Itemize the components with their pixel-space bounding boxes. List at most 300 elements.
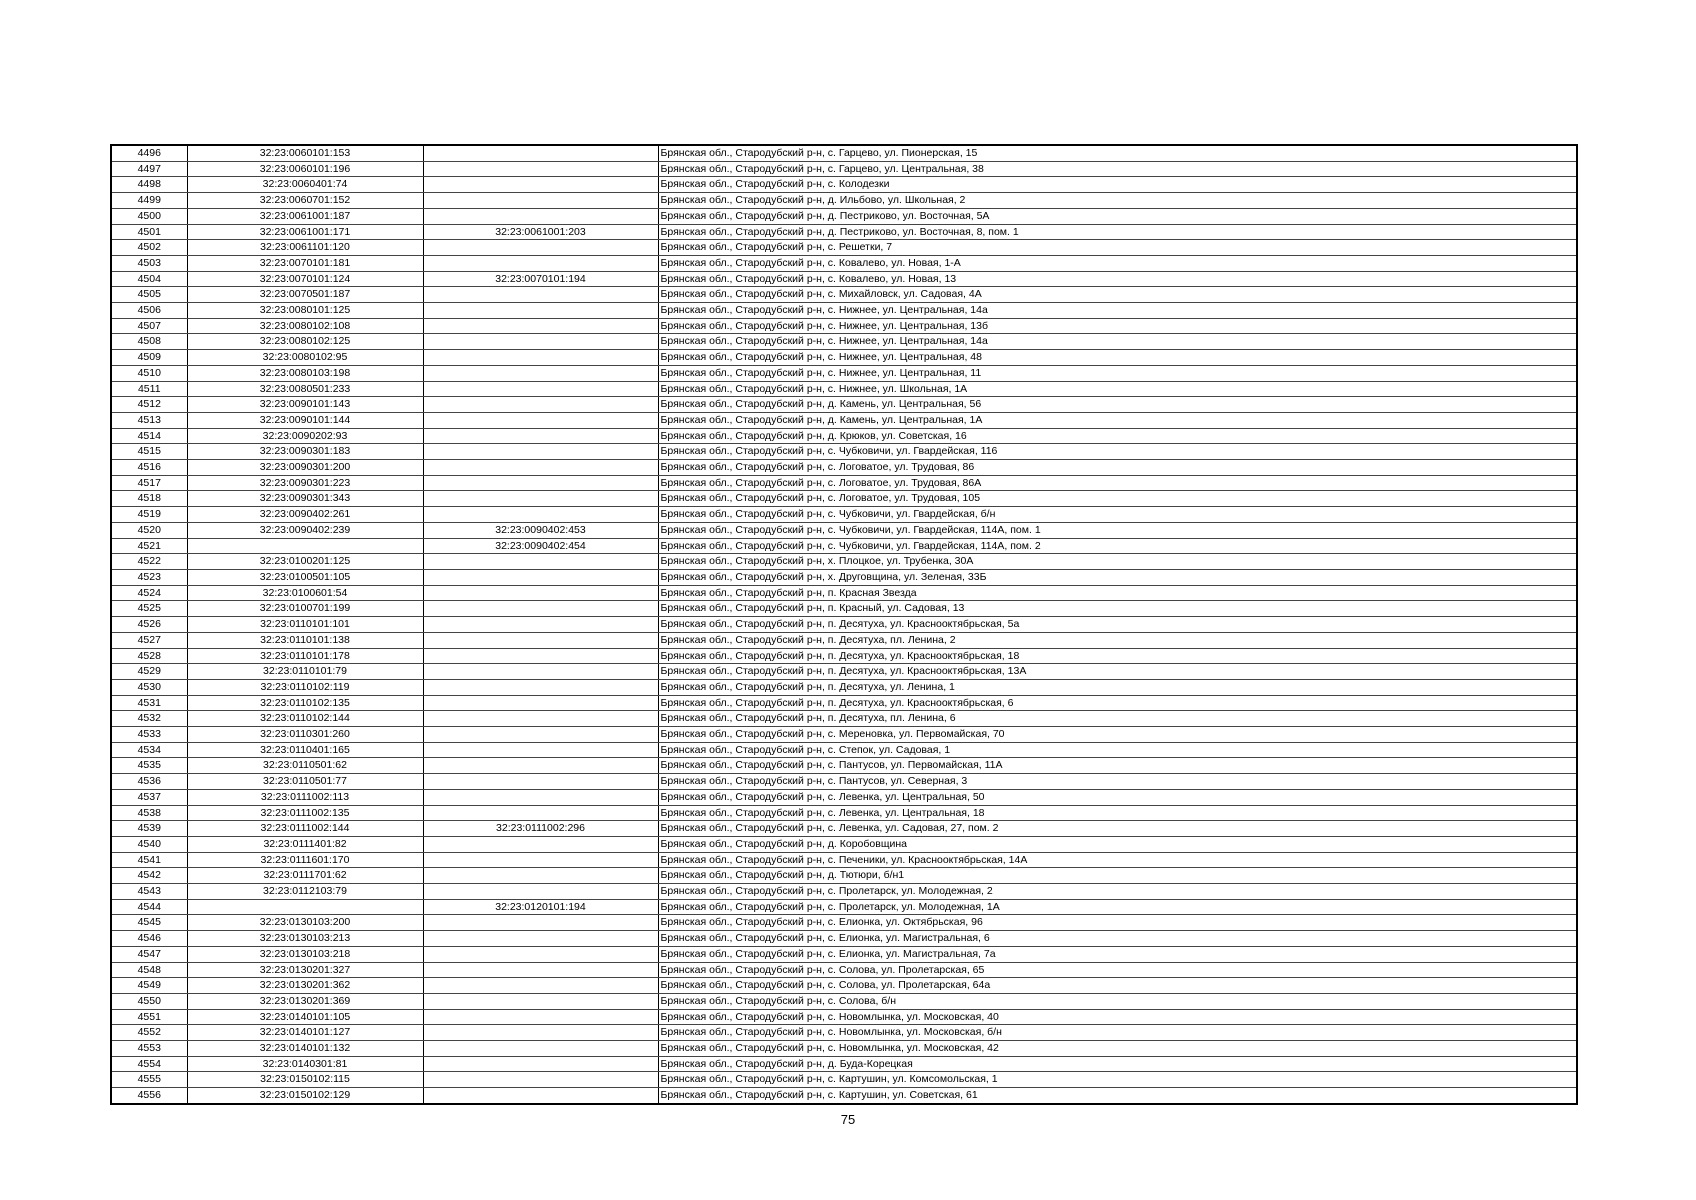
- related-cadastral-number-cell: [423, 695, 658, 711]
- related-cadastral-number-cell: [423, 365, 658, 381]
- cadastral-number-cell: 32:23:0100201:125: [187, 554, 423, 570]
- related-cadastral-number-cell: [423, 774, 658, 790]
- related-cadastral-number-cell: [423, 884, 658, 900]
- row-number-cell: 4500: [111, 208, 187, 224]
- address-cell: Брянская обл., Стародубский р-н, д. Крюков, ул. Советская, 16: [658, 428, 1577, 444]
- table-row: [111, 664, 1577, 680]
- table-row: [111, 679, 1577, 695]
- row-number-cell: 4543: [111, 884, 187, 900]
- related-cadastral-number-cell: [423, 1025, 658, 1041]
- table-body: [111, 145, 1577, 1104]
- table-row: [111, 993, 1577, 1009]
- row-number-cell: 4546: [111, 931, 187, 947]
- table-row: [111, 145, 1577, 161]
- row-number-cell: 4539: [111, 821, 187, 837]
- cadastral-number-cell: 32:23:0111002:113: [187, 789, 423, 805]
- related-cadastral-number-cell: [423, 145, 658, 161]
- table-row: [111, 868, 1577, 884]
- row-number-cell: 4535: [111, 758, 187, 774]
- related-cadastral-number-cell: 32:23:0120101:194: [423, 899, 658, 915]
- address-cell: Брянская обл., Стародубский р-н, с. Логоватое, ул. Трудовая, 86: [658, 460, 1577, 476]
- table-row: [111, 444, 1577, 460]
- row-number-cell: 4511: [111, 381, 187, 397]
- table-row: [111, 695, 1577, 711]
- related-cadastral-number-cell: [423, 507, 658, 523]
- address-cell: Брянская обл., Стародубский р-н, п. Десятуха, ул. Ленина, 1: [658, 679, 1577, 695]
- cadastral-number-cell: 32:23:0090301:200: [187, 460, 423, 476]
- table-row: [111, 428, 1577, 444]
- row-number-cell: 4527: [111, 632, 187, 648]
- row-number-cell: 4549: [111, 978, 187, 994]
- cadastral-number-cell: 32:23:0070501:187: [187, 287, 423, 303]
- cadastral-number-cell: 32:23:0061001:187: [187, 208, 423, 224]
- related-cadastral-number-cell: [423, 428, 658, 444]
- cadastral-number-cell: 32:23:0090301:343: [187, 491, 423, 507]
- address-cell: Брянская обл., Стародубский р-н, с. Колодезки: [658, 177, 1577, 193]
- table-row: [111, 491, 1577, 507]
- address-cell: Брянская обл., Стародубский р-н, с. Елионка, ул. Магистральная, 6: [658, 931, 1577, 947]
- address-cell: Брянская обл., Стародубский р-н, д. Пестриково, ул. Восточная, 5А: [658, 208, 1577, 224]
- row-number-cell: 4499: [111, 193, 187, 209]
- related-cadastral-number-cell: [423, 648, 658, 664]
- address-cell: Брянская обл., Стародубский р-н, с. Чубковичи, ул. Гвардейская, 114А, пом. 2: [658, 538, 1577, 554]
- cadastral-number-cell: 32:23:0100501:105: [187, 569, 423, 585]
- cadastral-number-cell: 32:23:0130201:362: [187, 978, 423, 994]
- address-cell: Брянская обл., Стародубский р-н, х. Плоцкое, ул. Трубенка, 30А: [658, 554, 1577, 570]
- address-cell: Брянская обл., Стародубский р-н, с. Нижнее, ул. Центральная, 14а: [658, 303, 1577, 319]
- cadastral-number-cell: 32:23:0110401:165: [187, 742, 423, 758]
- related-cadastral-number-cell: [423, 962, 658, 978]
- related-cadastral-number-cell: [423, 1041, 658, 1057]
- address-cell: Брянская обл., Стародубский р-н, с. Логоватое, ул. Трудовая, 105: [658, 491, 1577, 507]
- row-number-cell: 4515: [111, 444, 187, 460]
- cadastral-number-cell: [187, 538, 423, 554]
- cadastral-number-cell: 32:23:0100601:54: [187, 585, 423, 601]
- row-number-cell: 4530: [111, 679, 187, 695]
- related-cadastral-number-cell: [423, 177, 658, 193]
- row-number-cell: 4521: [111, 538, 187, 554]
- row-number-cell: 4523: [111, 569, 187, 585]
- cadastral-number-cell: [187, 899, 423, 915]
- table-row: [111, 805, 1577, 821]
- cadastral-number-cell: 32:23:0140101:132: [187, 1041, 423, 1057]
- table-row: [111, 915, 1577, 931]
- row-number-cell: 4506: [111, 303, 187, 319]
- table-row: [111, 177, 1577, 193]
- table-row: [111, 758, 1577, 774]
- address-cell: Брянская обл., Стародубский р-н, с. Чубковичи, ул. Гвардейская, 116: [658, 444, 1577, 460]
- related-cadastral-number-cell: [423, 1056, 658, 1072]
- table-row: [111, 1009, 1577, 1025]
- related-cadastral-number-cell: 32:23:0090402:453: [423, 522, 658, 538]
- related-cadastral-number-cell: [423, 208, 658, 224]
- table-row: [111, 884, 1577, 900]
- table-row: [111, 397, 1577, 413]
- table-row: [111, 569, 1577, 585]
- table-row: [111, 240, 1577, 256]
- row-number-cell: 4540: [111, 836, 187, 852]
- table-row: [111, 460, 1577, 476]
- address-cell: Брянская обл., Стародубский р-н, с. Михайловск, ул. Садовая, 4А: [658, 287, 1577, 303]
- table-row: [111, 899, 1577, 915]
- cadastral-number-cell: 32:23:0080102:125: [187, 334, 423, 350]
- related-cadastral-number-cell: [423, 412, 658, 428]
- row-number-cell: 4522: [111, 554, 187, 570]
- table-row: [111, 978, 1577, 994]
- related-cadastral-number-cell: [423, 836, 658, 852]
- row-number-cell: 4556: [111, 1088, 187, 1104]
- row-number-cell: 4548: [111, 962, 187, 978]
- cadastral-number-cell: 32:23:0111002:135: [187, 805, 423, 821]
- row-number-cell: 4538: [111, 805, 187, 821]
- cadastral-number-cell: 32:23:0110501:62: [187, 758, 423, 774]
- table-row: [111, 1056, 1577, 1072]
- address-cell: Брянская обл., Стародубский р-н, д. Камень, ул. Центральная, 56: [658, 397, 1577, 413]
- related-cadastral-number-cell: [423, 381, 658, 397]
- address-cell: Брянская обл., Стародубский р-н, с. Мереновка, ул. Первомайская, 70: [658, 727, 1577, 743]
- cadastral-number-cell: 32:23:0080102:95: [187, 350, 423, 366]
- address-cell: Брянская обл., Стародубский р-н, д. Ильбово, ул. Школьная, 2: [658, 193, 1577, 209]
- table-row: [111, 821, 1577, 837]
- cadastral-number-cell: 32:23:0111401:82: [187, 836, 423, 852]
- related-cadastral-number-cell: 32:23:0061001:203: [423, 224, 658, 240]
- related-cadastral-number-cell: [423, 460, 658, 476]
- related-cadastral-number-cell: [423, 1072, 658, 1088]
- address-cell: Брянская обл., Стародубский р-н, с. Гарцево, ул. Пионерская, 15: [658, 145, 1577, 161]
- row-number-cell: 4514: [111, 428, 187, 444]
- cadastral-number-cell: 32:23:0140301:81: [187, 1056, 423, 1072]
- row-number-cell: 4501: [111, 224, 187, 240]
- address-cell: Брянская обл., Стародубский р-н, с. Солова, ул. Пролетарская, 64а: [658, 978, 1577, 994]
- related-cadastral-number-cell: [423, 789, 658, 805]
- cadastral-number-cell: 32:23:0140101:127: [187, 1025, 423, 1041]
- address-cell: Брянская обл., Стародубский р-н, с. Левенка, ул. Центральная, 18: [658, 805, 1577, 821]
- cadastral-number-cell: 32:23:0110101:101: [187, 617, 423, 633]
- related-cadastral-number-cell: [423, 852, 658, 868]
- related-cadastral-number-cell: 32:23:0111002:296: [423, 821, 658, 837]
- table-row: [111, 711, 1577, 727]
- row-number-cell: 4502: [111, 240, 187, 256]
- row-number-cell: 4512: [111, 397, 187, 413]
- row-number-cell: 4542: [111, 868, 187, 884]
- cadastral-number-cell: 32:23:0130103:218: [187, 946, 423, 962]
- related-cadastral-number-cell: [423, 585, 658, 601]
- related-cadastral-number-cell: [423, 805, 658, 821]
- address-cell: Брянская обл., Стародубский р-н, с. Левенка, ул. Садовая, 27, пом. 2: [658, 821, 1577, 837]
- related-cadastral-number-cell: [423, 727, 658, 743]
- address-cell: Брянская обл., Стародубский р-н, п. Десятуха, ул. Краснооктябрьская, 18: [658, 648, 1577, 664]
- row-number-cell: 4498: [111, 177, 187, 193]
- address-cell: Брянская обл., Стародубский р-н, с. Пантусов, ул. Первомайская, 11А: [658, 758, 1577, 774]
- address-cell: Брянская обл., Стародубский р-н, с. Чубковичи, ул. Гвардейская, б/н: [658, 507, 1577, 523]
- related-cadastral-number-cell: [423, 946, 658, 962]
- row-number-cell: 4509: [111, 350, 187, 366]
- row-number-cell: 4507: [111, 318, 187, 334]
- table-row: [111, 224, 1577, 240]
- table-row: [111, 350, 1577, 366]
- address-cell: Брянская обл., Стародубский р-н, п. Десятуха, ул. Краснооктябрьская, 6: [658, 695, 1577, 711]
- address-cell: Брянская обл., Стародубский р-н, с. Гарцево, ул. Центральная, 38: [658, 161, 1577, 177]
- row-number-cell: 4536: [111, 774, 187, 790]
- related-cadastral-number-cell: [423, 397, 658, 413]
- table-row: [111, 334, 1577, 350]
- address-cell: Брянская обл., Стародубский р-н, п. Десятуха, ул. Краснооктябрьская, 5а: [658, 617, 1577, 633]
- address-cell: Брянская обл., Стародубский р-н, с. Нижнее, ул. Центральная, 13б: [658, 318, 1577, 334]
- cadastral-number-cell: 32:23:0130103:200: [187, 915, 423, 931]
- table-row: [111, 742, 1577, 758]
- cadastral-number-cell: 32:23:0130103:213: [187, 931, 423, 947]
- table-row: [111, 601, 1577, 617]
- table-row: [111, 193, 1577, 209]
- address-cell: Брянская обл., Стародубский р-н, с. Степок, ул. Садовая, 1: [658, 742, 1577, 758]
- address-cell: Брянская обл., Стародубский р-н, с. Солова, ул. Пролетарская, 65: [658, 962, 1577, 978]
- related-cadastral-number-cell: [423, 868, 658, 884]
- row-number-cell: 4550: [111, 993, 187, 1009]
- row-number-cell: 4551: [111, 1009, 187, 1025]
- related-cadastral-number-cell: [423, 664, 658, 680]
- related-cadastral-number-cell: [423, 491, 658, 507]
- page-number: 75: [840, 1112, 856, 1127]
- row-number-cell: 4517: [111, 475, 187, 491]
- related-cadastral-number-cell: [423, 601, 658, 617]
- row-number-cell: 4525: [111, 601, 187, 617]
- row-number-cell: 4553: [111, 1041, 187, 1057]
- table-row: [111, 412, 1577, 428]
- row-number-cell: 4529: [111, 664, 187, 680]
- cadastral-number-cell: 32:23:0110101:79: [187, 664, 423, 680]
- address-cell: Брянская обл., Стародубский р-н, с. Решетки, 7: [658, 240, 1577, 256]
- row-number-cell: 4504: [111, 271, 187, 287]
- table-row: [111, 1041, 1577, 1057]
- cadastral-number-cell: 32:23:0100701:199: [187, 601, 423, 617]
- table-row: [111, 1072, 1577, 1088]
- related-cadastral-number-cell: [423, 554, 658, 570]
- related-cadastral-number-cell: [423, 679, 658, 695]
- related-cadastral-number-cell: [423, 161, 658, 177]
- address-cell: Брянская обл., Стародубский р-н, с. Новомлынка, ул. Московская, б/н: [658, 1025, 1577, 1041]
- cadastral-number-cell: 32:23:0111601:170: [187, 852, 423, 868]
- address-cell: Брянская обл., Стародубский р-н, с. Чубковичи, ул. Гвардейская, 114А, пом. 1: [658, 522, 1577, 538]
- related-cadastral-number-cell: [423, 742, 658, 758]
- address-cell: Брянская обл., Стародубский р-н, п. Красный, ул. Садовая, 13: [658, 601, 1577, 617]
- related-cadastral-number-cell: [423, 350, 658, 366]
- row-number-cell: 4503: [111, 255, 187, 271]
- row-number-cell: 4545: [111, 915, 187, 931]
- row-number-cell: 4552: [111, 1025, 187, 1041]
- address-cell: Брянская обл., Стародубский р-н, с. Картушин, ул. Советская, 61: [658, 1088, 1577, 1104]
- cadastral-number-cell: 32:23:0080501:233: [187, 381, 423, 397]
- related-cadastral-number-cell: [423, 1009, 658, 1025]
- table-row: [111, 522, 1577, 538]
- cadastral-number-cell: 32:23:0070101:124: [187, 271, 423, 287]
- row-number-cell: 4508: [111, 334, 187, 350]
- cadastral-number-cell: 32:23:0090101:143: [187, 397, 423, 413]
- cadastral-number-cell: 32:23:0060101:196: [187, 161, 423, 177]
- address-cell: Брянская обл., Стародубский р-н, д. Пестриково, ул. Восточная, 8, пом. 1: [658, 224, 1577, 240]
- cadastral-number-cell: 32:23:0111002:144: [187, 821, 423, 837]
- row-number-cell: 4524: [111, 585, 187, 601]
- table-row: [111, 287, 1577, 303]
- address-cell: Брянская обл., Стародубский р-н, д. Тютюри, б/н1: [658, 868, 1577, 884]
- table-row: [111, 161, 1577, 177]
- address-cell: Брянская обл., Стародубский р-н, с. Пролетарск, ул. Молодежная, 1А: [658, 899, 1577, 915]
- cadastral-number-cell: 32:23:0080103:198: [187, 365, 423, 381]
- row-number-cell: 4516: [111, 460, 187, 476]
- table-row: [111, 648, 1577, 664]
- address-cell: Брянская обл., Стародубский р-н, с. Пантусов, ул. Северная, 3: [658, 774, 1577, 790]
- cadastral-number-cell: 32:23:0110101:138: [187, 632, 423, 648]
- address-cell: Брянская обл., Стародубский р-н, с. Ковалево, ул. Новая, 1-А: [658, 255, 1577, 271]
- table-row: [111, 585, 1577, 601]
- row-number-cell: 4510: [111, 365, 187, 381]
- row-number-cell: 4519: [111, 507, 187, 523]
- table-row: [111, 774, 1577, 790]
- cadastral-number-cell: 32:23:0061101:120: [187, 240, 423, 256]
- address-cell: Брянская обл., Стародубский р-н, с. Печеники, ул. Краснооктябрьская, 14А: [658, 852, 1577, 868]
- address-cell: Брянская обл., Стародубский р-н, д. Буда-Корецкая: [658, 1056, 1577, 1072]
- address-cell: Брянская обл., Стародубский р-н, с. Нижнее, ул. Центральная, 14а: [658, 334, 1577, 350]
- table-row: [111, 1025, 1577, 1041]
- table-row: [111, 538, 1577, 554]
- table-row: [111, 303, 1577, 319]
- cadastral-number-cell: 32:23:0070101:181: [187, 255, 423, 271]
- row-number-cell: 4533: [111, 727, 187, 743]
- table-row: [111, 789, 1577, 805]
- table-row: [111, 836, 1577, 852]
- row-number-cell: 4534: [111, 742, 187, 758]
- address-cell: Брянская обл., Стародубский р-н, п. Десятуха, ул. Краснооктябрьская, 13А: [658, 664, 1577, 680]
- related-cadastral-number-cell: [423, 303, 658, 319]
- related-cadastral-number-cell: 32:23:0090402:454: [423, 538, 658, 554]
- table-row: [111, 962, 1577, 978]
- related-cadastral-number-cell: [423, 569, 658, 585]
- cadastral-number-cell: 32:23:0112103:79: [187, 884, 423, 900]
- cadastral-number-cell: 32:23:0060401:74: [187, 177, 423, 193]
- address-cell: Брянская обл., Стародубский р-н, с. Ковалево, ул. Новая, 13: [658, 271, 1577, 287]
- address-cell: Брянская обл., Стародубский р-н, с. Елионка, ул. Магистральная, 7а: [658, 946, 1577, 962]
- related-cadastral-number-cell: [423, 632, 658, 648]
- address-cell: Брянская обл., Стародубский р-н, с. Новомлынка, ул. Московская, 42: [658, 1041, 1577, 1057]
- related-cadastral-number-cell: [423, 255, 658, 271]
- related-cadastral-number-cell: [423, 931, 658, 947]
- cadastral-number-cell: 32:23:0110102:144: [187, 711, 423, 727]
- row-number-cell: 4547: [111, 946, 187, 962]
- related-cadastral-number-cell: [423, 334, 658, 350]
- cadastral-number-cell: 32:23:0140101:105: [187, 1009, 423, 1025]
- address-cell: Брянская обл., Стародубский р-н, д. Камень, ул. Центральная, 1А: [658, 412, 1577, 428]
- cadastral-number-cell: 32:23:0110301:260: [187, 727, 423, 743]
- table-row: [111, 946, 1577, 962]
- cadastral-number-cell: 32:23:0060101:153: [187, 145, 423, 161]
- table-row: [111, 381, 1577, 397]
- cadastral-number-cell: 32:23:0090402:239: [187, 522, 423, 538]
- row-number-cell: 4518: [111, 491, 187, 507]
- address-cell: Брянская обл., Стародубский р-н, п. Красная Звезда: [658, 585, 1577, 601]
- cadastral-number-cell: 32:23:0150102:129: [187, 1088, 423, 1104]
- address-cell: Брянская обл., Стародубский р-н, п. Десятуха, пл. Ленина, 6: [658, 711, 1577, 727]
- cadastral-number-cell: 32:23:0130201:369: [187, 993, 423, 1009]
- cadastral-number-cell: 32:23:0110102:119: [187, 679, 423, 695]
- table-row: [111, 554, 1577, 570]
- row-number-cell: 4532: [111, 711, 187, 727]
- related-cadastral-number-cell: [423, 758, 658, 774]
- related-cadastral-number-cell: [423, 444, 658, 460]
- address-cell: Брянская обл., Стародубский р-н, с. Левенка, ул. Центральная, 50: [658, 789, 1577, 805]
- table-row: [111, 318, 1577, 334]
- row-number-cell: 4541: [111, 852, 187, 868]
- row-number-cell: 4531: [111, 695, 187, 711]
- related-cadastral-number-cell: [423, 193, 658, 209]
- cadastral-number-cell: 32:23:0090301:183: [187, 444, 423, 460]
- cadastral-number-cell: 32:23:0111701:62: [187, 868, 423, 884]
- table-row: [111, 365, 1577, 381]
- related-cadastral-number-cell: [423, 915, 658, 931]
- table-row: [111, 1088, 1577, 1104]
- address-cell: Брянская обл., Стародубский р-н, с. Новомлынка, ул. Московская, 40: [658, 1009, 1577, 1025]
- property-table: [110, 144, 1578, 1105]
- cadastral-number-cell: 32:23:0090301:223: [187, 475, 423, 491]
- row-number-cell: 4496: [111, 145, 187, 161]
- cadastral-number-cell: 32:23:0110501:77: [187, 774, 423, 790]
- row-number-cell: 4554: [111, 1056, 187, 1072]
- address-cell: Брянская обл., Стародубский р-н, п. Десятуха, пл. Ленина, 2: [658, 632, 1577, 648]
- row-number-cell: 4528: [111, 648, 187, 664]
- related-cadastral-number-cell: [423, 711, 658, 727]
- cadastral-number-cell: 32:23:0080102:108: [187, 318, 423, 334]
- related-cadastral-number-cell: [423, 475, 658, 491]
- address-cell: Брянская обл., Стародубский р-н, с. Нижнее, ул. Школьная, 1А: [658, 381, 1577, 397]
- related-cadastral-number-cell: [423, 240, 658, 256]
- cadastral-number-cell: 32:23:0080101:125: [187, 303, 423, 319]
- cadastral-number-cell: 32:23:0060701:152: [187, 193, 423, 209]
- row-number-cell: 4497: [111, 161, 187, 177]
- table-row: [111, 208, 1577, 224]
- address-cell: Брянская обл., Стародубский р-н, с. Пролетарск, ул. Молодежная, 2: [658, 884, 1577, 900]
- row-number-cell: 4537: [111, 789, 187, 805]
- cadastral-number-cell: 32:23:0090402:261: [187, 507, 423, 523]
- cadastral-number-cell: 32:23:0090101:144: [187, 412, 423, 428]
- table-row: [111, 727, 1577, 743]
- address-cell: Брянская обл., Стародубский р-н, с. Нижнее, ул. Центральная, 48: [658, 350, 1577, 366]
- address-cell: Брянская обл., Стародубский р-н, с. Нижнее, ул. Центральная, 11: [658, 365, 1577, 381]
- related-cadastral-number-cell: [423, 993, 658, 1009]
- address-cell: Брянская обл., Стародубский р-н, с. Солова, б/н: [658, 993, 1577, 1009]
- cadastral-number-cell: 32:23:0061001:171: [187, 224, 423, 240]
- row-number-cell: 4526: [111, 617, 187, 633]
- row-number-cell: 4555: [111, 1072, 187, 1088]
- row-number-cell: 4544: [111, 899, 187, 915]
- cadastral-number-cell: 32:23:0110102:135: [187, 695, 423, 711]
- related-cadastral-number-cell: [423, 287, 658, 303]
- address-cell: Брянская обл., Стародубский р-н, д. Коробовщина: [658, 836, 1577, 852]
- row-number-cell: 4520: [111, 522, 187, 538]
- table-row: [111, 475, 1577, 491]
- row-number-cell: 4513: [111, 412, 187, 428]
- address-cell: Брянская обл., Стародубский р-н, с. Логоватое, ул. Трудовая, 86А: [658, 475, 1577, 491]
- related-cadastral-number-cell: 32:23:0070101:194: [423, 271, 658, 287]
- table-row: [111, 617, 1577, 633]
- related-cadastral-number-cell: [423, 1088, 658, 1104]
- cadastral-number-cell: 32:23:0150102:115: [187, 1072, 423, 1088]
- table-row: [111, 271, 1577, 287]
- cadastral-number-cell: 32:23:0090202:93: [187, 428, 423, 444]
- table-row: [111, 632, 1577, 648]
- table-row: [111, 931, 1577, 947]
- table-row: [111, 507, 1577, 523]
- address-cell: Брянская обл., Стародубский р-н, с. Елионка, ул. Октябрьская, 96: [658, 915, 1577, 931]
- related-cadastral-number-cell: [423, 978, 658, 994]
- cadastral-number-cell: 32:23:0130201:327: [187, 962, 423, 978]
